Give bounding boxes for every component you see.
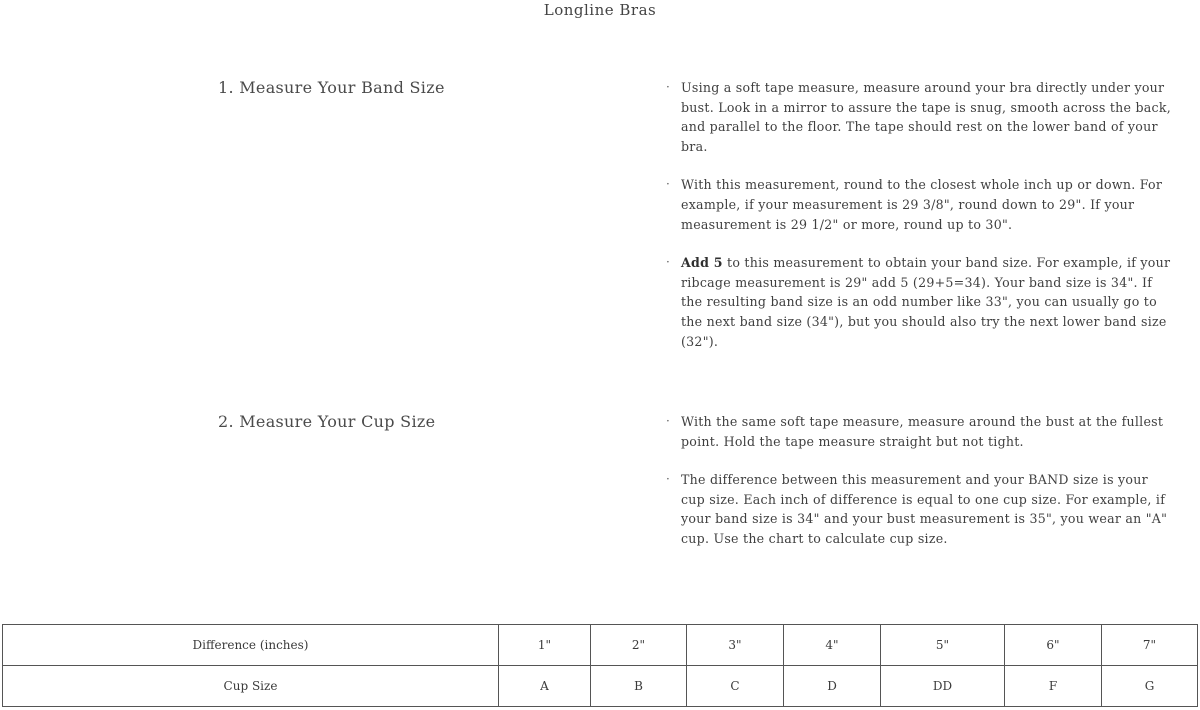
instruction-text: With this measurement, round to the closest whole inch up or down. For example, if your measurement is 29 3/8", round down to 29". If your measurement is 29 1/2" or more, round up to 30". bbox=[681, 177, 1163, 232]
instruction-lead: Add 5 bbox=[681, 255, 723, 271]
table-cell: DD bbox=[881, 666, 1005, 707]
table-row-cup-size bbox=[3, 666, 1198, 707]
instruction-text: The difference between this measurement and your BAND size is your cup size. Each inch of difference is equal to one cup size. For example, if your band size is 34" and your bust measurement is 35", you wear an "A" cup. Use the chart to calculate cup size. bbox=[681, 472, 1168, 546]
cup-size-heading: 2. Measure Your Cup Size bbox=[218, 412, 436, 431]
table-cell: C bbox=[687, 666, 784, 707]
table-cell: 7" bbox=[1102, 625, 1198, 666]
table-row-difference bbox=[3, 625, 1198, 666]
bullet-icon: · bbox=[666, 472, 671, 487]
instruction-text: to this measurement to obtain your band size. For example, if your ribcage measurement is 29" add 5 (29+5=34). Your band size is 34". If the resulting band size is an odd number like 33", you can usually go to the next band size (34"), but you should also try the next lower band size (32"). bbox=[681, 255, 1171, 349]
band-instruction-item bbox=[666, 78, 1176, 156]
bullet-icon: · bbox=[666, 255, 671, 270]
table-cell: D bbox=[784, 666, 881, 707]
bullet-icon: · bbox=[666, 414, 671, 428]
table-cell: 5" bbox=[881, 625, 1005, 666]
instruction-text: Using a soft tape measure, measure around your bra directly under your bust. Look in a mirror to assure the tape is snug, smooth across the back, and parallel to the floor. The tape should rest on the lower band of your bra. bbox=[681, 80, 1171, 154]
cup-instruction-item bbox=[666, 412, 1176, 451]
table-cell: 1" bbox=[499, 625, 591, 666]
table-cell: G bbox=[1102, 666, 1198, 707]
table-cell: A bbox=[499, 666, 591, 707]
band-instruction-item bbox=[666, 253, 1176, 351]
table-cell: F bbox=[1005, 666, 1102, 707]
band-size-instructions bbox=[666, 78, 1176, 351]
cup-instruction-item bbox=[666, 470, 1176, 548]
cup-size-chart bbox=[2, 624, 1198, 707]
table-cell: 2" bbox=[591, 625, 687, 666]
band-instruction-item bbox=[666, 175, 1176, 234]
instruction-text: With the same soft tape measure, measure around the bust at the fullest point. Hold the tape measure straight but not tight. bbox=[681, 414, 1164, 449]
band-size-heading: 1. Measure Your Band Size bbox=[218, 78, 445, 97]
bullet-icon: · bbox=[666, 177, 671, 192]
table-cell: 6" bbox=[1005, 625, 1102, 666]
cup-size-instructions bbox=[666, 412, 1176, 549]
table-cell: 4" bbox=[784, 625, 881, 666]
bullet-icon: · bbox=[666, 80, 671, 94]
table-cell: B bbox=[591, 666, 687, 707]
row-label: Cup Size bbox=[3, 666, 499, 707]
page-title: Longline Bras bbox=[543, 1, 657, 19]
table-cell: 3" bbox=[687, 625, 784, 666]
row-label: Difference (inches) bbox=[3, 625, 499, 666]
